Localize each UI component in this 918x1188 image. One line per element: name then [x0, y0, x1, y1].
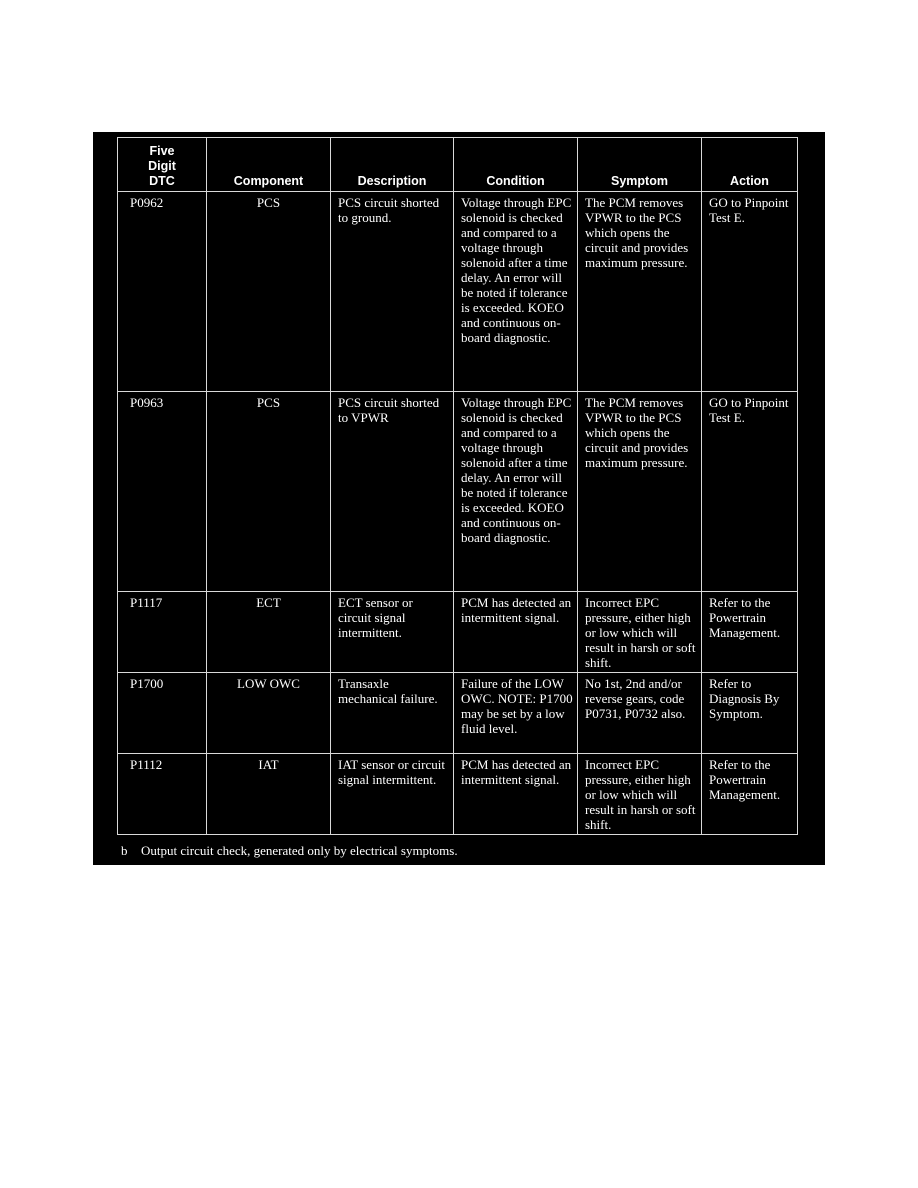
- action-cell: [702, 754, 798, 835]
- condition-text: Voltage through EPC solenoid is checked and compared to a voltage through solenoid after a time delay. An error will be noted if tolerance is exceeded. KOEO and continuous on-board diagnostic.: [461, 395, 572, 545]
- symptom-text: Incorrect EPC pressure, either high or low which will result in harsh or soft shift.: [585, 757, 696, 832]
- action-cell: [702, 673, 798, 754]
- symptom-cell: [578, 673, 702, 754]
- header-dtc: [118, 138, 207, 192]
- table-header-row: [118, 138, 798, 192]
- description-cell: [331, 592, 454, 673]
- component-cell: [207, 192, 331, 392]
- condition-text: Failure of the LOW OWC. NOTE: P1700 may be set by a low fluid level.: [461, 676, 573, 736]
- symptom-text: The PCM removes VPWR to the PCS which opens the circuit and provides maximum pressure.: [585, 395, 689, 470]
- component-text: IAT: [258, 757, 279, 772]
- action-text: GO to Pinpoint Test E.: [709, 395, 789, 425]
- header-description: Description: [331, 138, 454, 192]
- dtc-cell: [118, 754, 207, 835]
- description-text: Transaxle mechanical failure.: [338, 676, 438, 706]
- condition-cell: [454, 192, 578, 392]
- description-cell: [331, 673, 454, 754]
- component-cell: [207, 592, 331, 673]
- component-cell: [207, 673, 331, 754]
- component-text: ECT: [256, 595, 281, 610]
- footnote-mark: b: [121, 843, 128, 858]
- action-text: GO to Pinpoint Test E.: [709, 195, 789, 225]
- symptom-text: No 1st, 2nd and/or reverse gears, code P0731, P0732 also.: [585, 676, 686, 721]
- header-component: Component: [207, 138, 331, 192]
- dtc-table-panel: [93, 132, 825, 865]
- table-row: [118, 673, 798, 754]
- action-cell: [702, 592, 798, 673]
- symptom-cell: [578, 392, 702, 592]
- header-condition: Condition: [454, 138, 578, 192]
- description-cell: [331, 754, 454, 835]
- description-text: PCS circuit shorted to VPWR: [338, 395, 440, 425]
- condition-cell: [454, 673, 578, 754]
- condition-text: Voltage through EPC solenoid is checked and compared to a voltage through solenoid after a time delay. An error will be noted if tolerance is exceeded. KOEO and continuous on-board diagnostic.: [461, 195, 572, 345]
- table-row: [118, 754, 798, 835]
- condition-text: PCM has detected an intermittent signal.: [461, 757, 572, 787]
- dtc-cell: [118, 392, 207, 592]
- symptom-cell: [578, 754, 702, 835]
- condition-cell: [454, 392, 578, 592]
- action-cell: [702, 392, 798, 592]
- action-cell: [702, 192, 798, 392]
- description-text: PCS circuit shorted to ground.: [338, 195, 440, 225]
- dtc-cell: [118, 592, 207, 673]
- condition-text: PCM has detected an intermittent signal.: [461, 595, 572, 625]
- footnote-text: Output circuit check, generated only by electrical symptoms.: [141, 843, 458, 858]
- table-footnote: [121, 843, 458, 858]
- symptom-text: Incorrect EPC pressure, either high or low which will result in harsh or soft shift.: [585, 595, 696, 670]
- table-row: [118, 192, 798, 392]
- description-text: ECT sensor or circuit signal intermittent.: [338, 595, 413, 640]
- component-text: PCS: [256, 195, 281, 210]
- symptom-cell: [578, 192, 702, 392]
- header-symptom: Symptom: [578, 138, 702, 192]
- component-cell: [207, 754, 331, 835]
- description-cell: [331, 192, 454, 392]
- condition-cell: [454, 592, 578, 673]
- table-row: [118, 392, 798, 592]
- header-dtc-label: Five Digit DTC: [148, 144, 176, 188]
- symptom-cell: [578, 592, 702, 673]
- dtc-code: P1700: [130, 676, 164, 691]
- component-text: LOW OWC: [237, 676, 300, 691]
- dtc-cell: [118, 192, 207, 392]
- dtc-cell: [118, 673, 207, 754]
- component-text: PCS: [256, 395, 281, 410]
- dtc-code: P1112: [130, 757, 163, 772]
- description-cell: [331, 392, 454, 592]
- dtc-table: [117, 137, 798, 835]
- description-text: IAT sensor or circuit signal intermittent.: [338, 757, 445, 787]
- action-text: Refer to Diagnosis By Symptom.: [709, 676, 780, 721]
- header-action: Action: [702, 138, 798, 192]
- action-text: Refer to the Powertrain Management.: [709, 595, 781, 640]
- dtc-code: P1117: [130, 595, 163, 610]
- action-text: Refer to the Powertrain Management.: [709, 757, 781, 802]
- dtc-code: P0963: [130, 395, 164, 410]
- component-cell: [207, 392, 331, 592]
- dtc-code: P0962: [130, 195, 164, 210]
- condition-cell: [454, 754, 578, 835]
- table-row: [118, 592, 798, 673]
- symptom-text: The PCM removes VPWR to the PCS which opens the circuit and provides maximum pressure.: [585, 195, 689, 270]
